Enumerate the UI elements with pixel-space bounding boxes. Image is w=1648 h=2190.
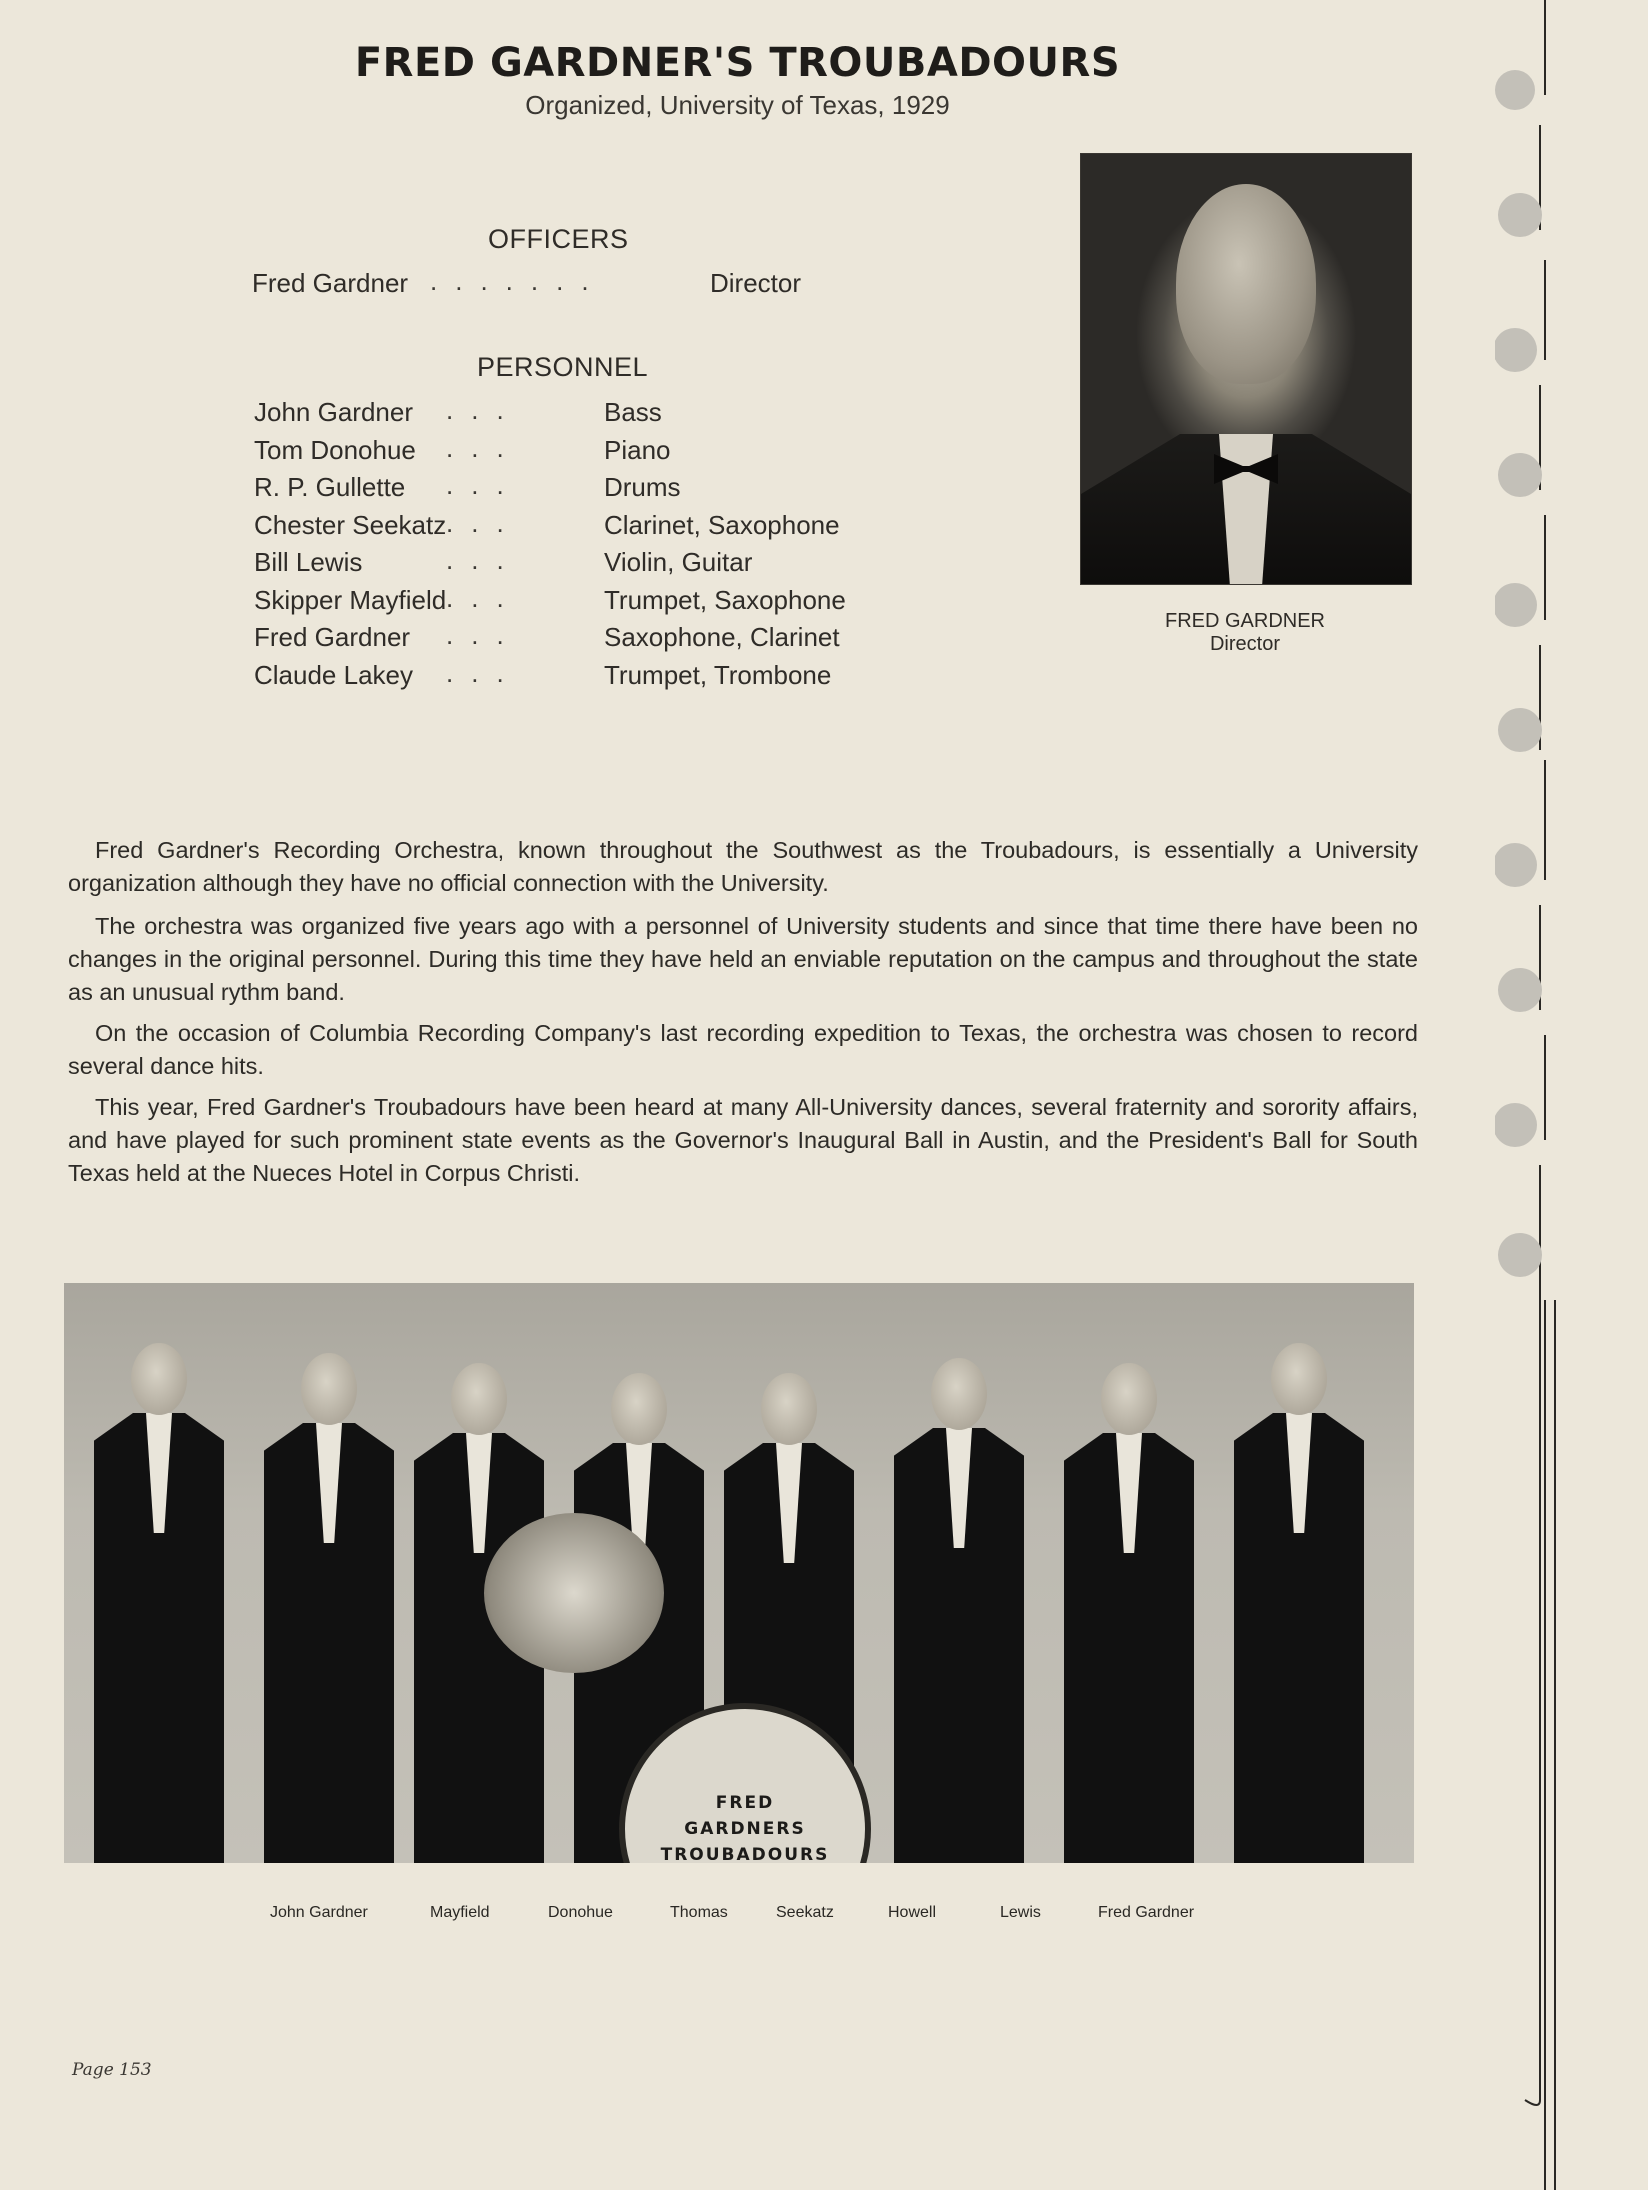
paragraph: The orchestra was organized five years ago with a personnel of University students and since that time there have been no changes in the original personnel. During this time they have held an enviable reputation on the campus and throughout the state as an unusual rythm band.: [68, 913, 1418, 1005]
photo-caption-name: Fred Gardner: [1098, 1904, 1195, 1921]
personnel-name: Tom Donohue: [254, 434, 416, 465]
officers-heading: OFFICERS: [488, 224, 629, 254]
drum-text-line: GARDNERS: [684, 1819, 806, 1839]
leader-dots: ...: [446, 507, 522, 538]
personnel-name: Bill Lewis: [254, 547, 363, 577]
portrait-caption-role: Director: [1209, 633, 1280, 655]
photo-caption-name: Seekatz: [776, 1904, 834, 1921]
photo-caption-name: Donohue: [548, 1904, 613, 1921]
personnel-role: Drums: [604, 472, 681, 502]
leader-dots: ...: [446, 545, 522, 575]
personnel-role: Violin, Guitar: [604, 547, 753, 577]
photo-caption-name: John Gardner: [270, 1904, 368, 1921]
personnel-name: R. P. Gullette: [254, 472, 406, 502]
personnel-role: Piano: [604, 434, 671, 465]
personnel-role: Trumpet, Trombone: [604, 659, 832, 690]
drum-text-line: FRED: [715, 1793, 775, 1813]
leader-dots: ...: [446, 395, 522, 425]
tuba-bell: [484, 1513, 664, 1673]
leader-dots: ...: [446, 657, 522, 688]
personnel-name: Chester Seekatz: [254, 509, 447, 540]
margin-ornament: [1495, 0, 1575, 2190]
personnel-name: Fred Gardner: [254, 622, 411, 652]
group-photo: [64, 1283, 1414, 1863]
photo-caption-name: Howell: [888, 1904, 937, 1921]
leader-dots: ...: [446, 582, 522, 613]
officer-role: Director: [710, 268, 802, 298]
photo-caption-name: Thomas: [670, 1904, 728, 1921]
drum-text-line: TROUBADOURS: [660, 1845, 830, 1863]
personnel-name: John Gardner: [254, 397, 413, 427]
leader-dots: ...: [446, 620, 522, 650]
paragraph: On the occasion of Columbia Recording Company's last recording expedition to Texas, the orchestra was chosen to record several dance hits.: [68, 1020, 1418, 1079]
leader-dots: ...: [446, 470, 522, 500]
personnel-role: Saxophone, Clarinet: [604, 622, 840, 652]
page-title: FRED GARDNER'S TROUBADOURS: [354, 40, 1121, 86]
personnel-role: Trumpet, Saxophone: [604, 584, 846, 615]
portrait-caption-name: FRED GARDNER: [1164, 610, 1325, 632]
photo-caption-name: Mayfield: [430, 1904, 490, 1921]
director-portrait: [1080, 153, 1412, 585]
page-subtitle: Organized, University of Texas, 1929: [525, 90, 950, 120]
page-number: Page 153: [72, 2060, 152, 2080]
personnel-role: Bass: [604, 397, 662, 427]
personnel-heading: PERSONNEL: [477, 352, 649, 382]
leader-dots: .......: [430, 266, 607, 296]
paragraph: This year, Fred Gardner's Troubadours have been heard at many All-University dances, several fraternity and sorority affairs, and have played for such prominent state events as the Governor's Inaugural Ball in Austin, and the President's Ball for South Texas held at the Nueces Hotel in Corpus Christi.: [68, 1094, 1418, 1186]
leader-dots: ...: [446, 432, 522, 463]
personnel-role: Clarinet, Saxophone: [604, 509, 840, 540]
personnel-name: Skipper Mayfield: [254, 584, 447, 615]
personnel-name: Claude Lakey: [254, 659, 413, 690]
photo-caption-name: Lewis: [1000, 1904, 1041, 1921]
paragraph: Fred Gardner's Recording Orchestra, known throughout the Southwest as the Troubadours, is essentially a University organization although they have no official connection with the University.: [68, 837, 1418, 896]
officer-name: Fred Gardner: [252, 268, 409, 298]
